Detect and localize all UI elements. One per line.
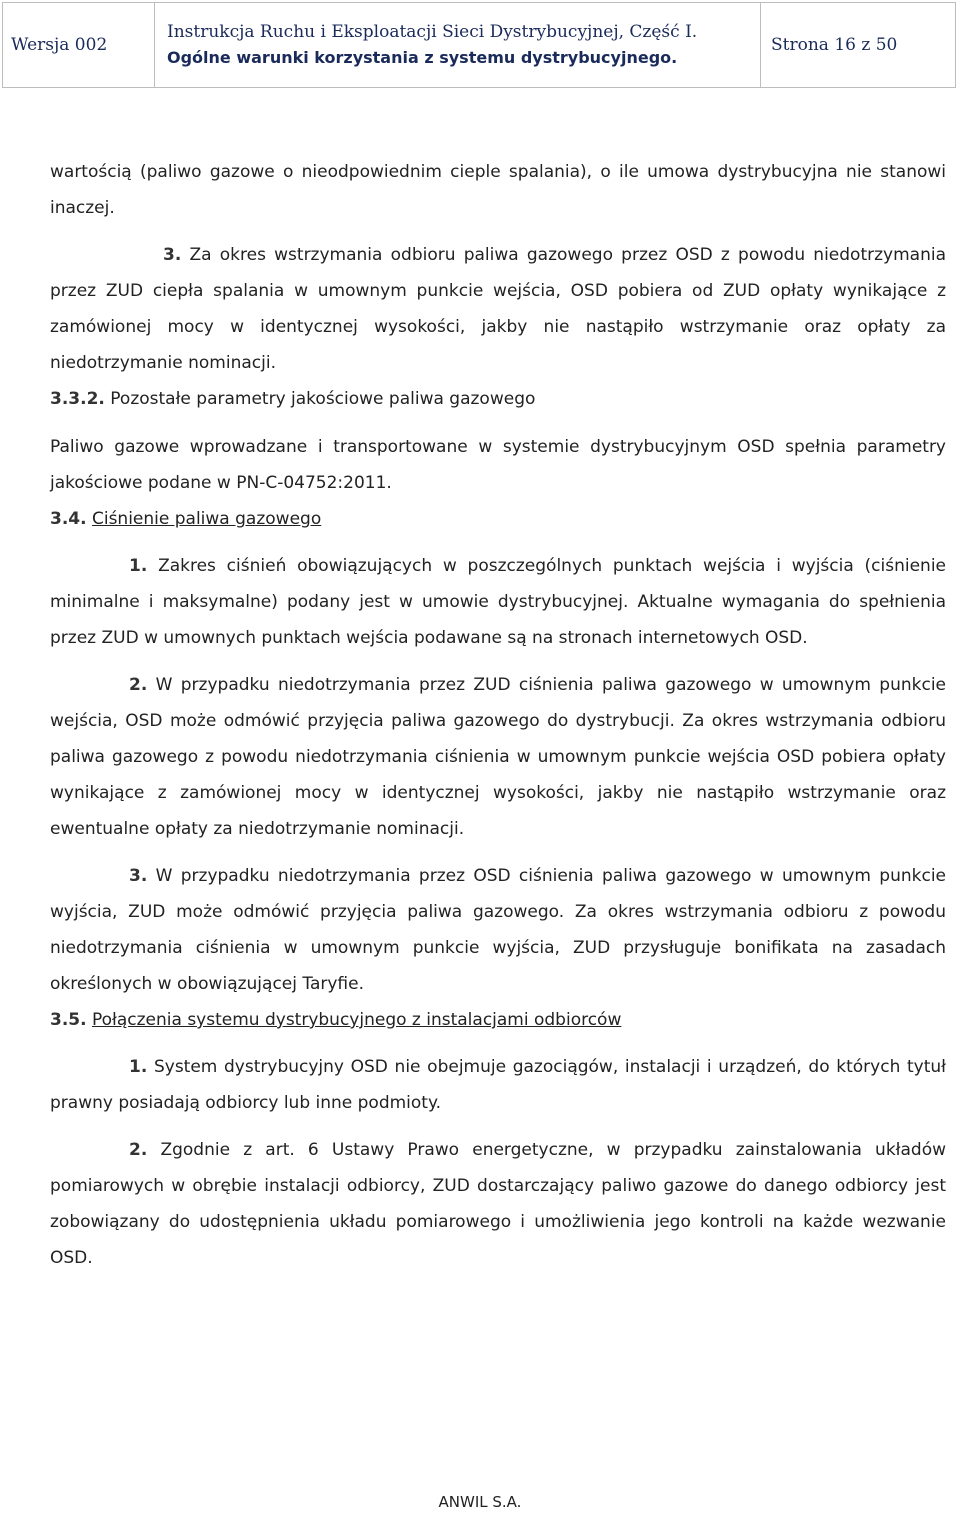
page-number-text: Strona 16 z 50 [771,35,898,55]
document-subtitle: Ogólne warunki korzystania z systemu dystrybucyjnego. [167,48,678,67]
header-page-number [761,3,955,87]
paragraph-quality: Paliwo gazowe wprowadzane i transportowane w systemie dystrybucyjnym OSD spełnia parametry jakościowe podane w PN-C-04752:2011. [50,437,946,493]
section-number: 3.3.2. [50,389,105,409]
section-number: 3.5. [50,1010,87,1030]
header-version [3,3,155,87]
page-header [2,2,956,88]
page-footer [0,1493,960,1511]
paragraph-connections-2 [50,1132,946,1276]
paragraph-pressure-3 [50,858,946,1002]
page-body [50,154,946,1276]
paragraph-text: Za okres wstrzymania odbioru paliwa gazowego przez OSD z powodu niedotrzymania przez ZUD ciepła spalania w umownym punkcie wejścia, OSD pobiera od ZUD opłaty wynikające z zamówionej mocy w identycznej wysokości, jakby nie nastąpiło wstrzymanie oraz opłaty za niedotrzymanie nominacji. [50,245,946,373]
paragraph-text: System dystrybucyjny OSD nie obejmuje gazociągów, instalacji i urządzeń, do których tytuł prawny posiadają odbiorcy lub inne podmioty. [50,1057,947,1113]
item-number: 3. [163,245,182,265]
section-heading-3-4 [50,501,946,537]
section-number: 3.4. [50,509,87,529]
section-heading-3-3-2 [50,381,946,417]
paragraph-pressure-1 [50,548,946,656]
item-number: 1. [129,556,148,576]
item-number: 2. [129,1140,148,1160]
paragraph-text: Zgodnie z art. 6 Ustawy Prawo energetyczne, w przypadku zainstalowania układów pomiarowych w obrębie instalacji odbiorcy, ZUD dostarczający paliwo gazowe do danego odbiorcy jest zobowiązany do udostępnienia układu pomiarowego i umożliwienia jego kontroli na każde wezwanie OSD. [50,1140,947,1268]
item-number: 2. [129,675,148,695]
paragraph-3 [50,237,946,381]
version-text: Wersja 002 [11,35,108,55]
paragraph-continued: wartością (paliwo gazowe o nieodpowiednim cieple spalania), o ile umowa dystrybucyjna nie stanowi inaczej. [50,162,946,218]
paragraph-text: Zakres ciśnień obowiązujących w poszczególnych punktach wejścia i wyjścia (ciśnienie minimalne i maksymalne) podany jest w umowie dystrybucyjnej. Aktualne wymagania do spełnienia przez ZUD w umownych punktach wejścia podawane są na stronach internetowych OSD. [50,556,946,648]
paragraph-pressure-2 [50,667,946,847]
section-title: Połączenia systemu dystrybucyjnego z instalacjami odbiorców [91,1010,622,1030]
document-title: Instrukcja Ruchu i Eksploatacji Sieci Dystrybucyjnej, Część I. [167,22,698,42]
item-number: 3. [129,866,148,886]
paragraph-text: W przypadku niedotrzymania przez ZUD ciśnienia paliwa gazowego w umownym punkcie wejścia, OSD może odmówić przyjęcia paliwa gazowego do dystrybucji. Za okres wstrzymania odbioru paliwa gazowego z powodu niedotrzymania ciśnienia w umownym punkcie wejścia OSD pobiera opłaty wynikające z zamówionej mocy w identycznej wysokości, jakby nie nastąpiło wstrzymanie oraz ewentualne opłaty za niedotrzymanie nominacji. [50,675,946,839]
section-title: Pozostałe parametry jakościowe paliwa gazowego [110,389,536,409]
footer-company: ANWIL S.A. [438,1493,522,1511]
section-title: Ciśnienie paliwa gazowego [91,509,322,529]
section-heading-3-5 [50,1002,946,1038]
paragraph-text: W przypadku niedotrzymania przez OSD ciśnienia paliwa gazowego w umownym punkcie wyjścia, ZUD może odmówić przyjęcia paliwa gazowego. Za okres wstrzymania odbioru z powodu niedotrzymania ciśnienia w umownym punkcie wyjścia, ZUD przysługuje bonifikata na zasadach określonych w obowiązującej Taryfie. [50,866,947,994]
header-title-block [155,3,761,87]
item-number: 1. [129,1057,148,1077]
paragraph-connections-1 [50,1049,946,1121]
